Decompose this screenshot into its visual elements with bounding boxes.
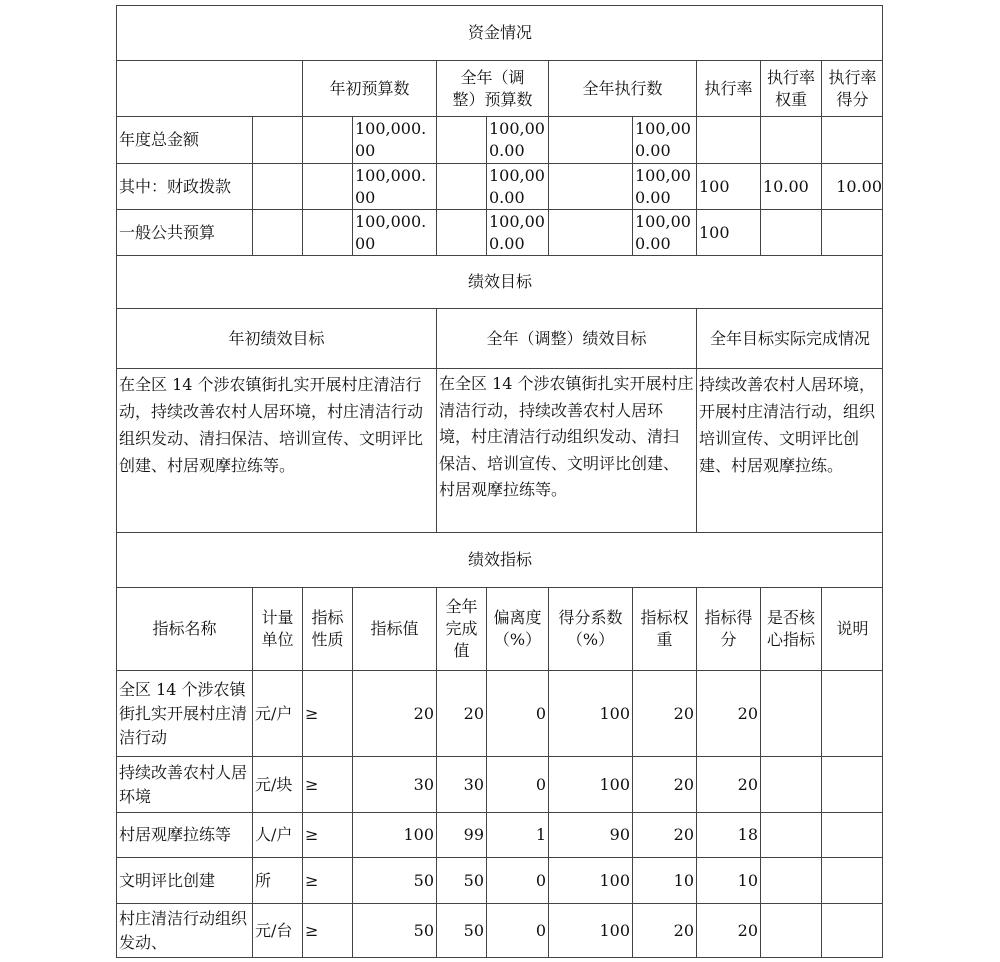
ind-header-nature: 指标性质: [302, 587, 352, 670]
ind-row-coef: 100: [548, 670, 632, 756]
funds-section-title: 资金情况: [116, 5, 883, 60]
funds-row-blank: [436, 116, 486, 163]
funds-row-label: 其中：财政拨款: [116, 163, 252, 209]
ind-header-coef: 得分系数（%）: [548, 587, 632, 670]
funds-header-initial-budget: 年初预算数: [302, 60, 436, 116]
funds-row-label: 年度总金额: [116, 116, 252, 163]
funds-row-rate: [696, 116, 760, 163]
funds-row-blank: [436, 163, 486, 209]
funds-row-rate: 100: [696, 163, 760, 209]
ind-header-unit: 计量单位: [252, 587, 302, 670]
funds-header-adjusted-budget: 全年（调整）预算数: [436, 60, 548, 116]
ind-row-completed: 50: [436, 857, 486, 903]
ind-row-nature: ≥: [302, 857, 352, 903]
ind-row-coef: 100: [548, 756, 632, 812]
funds-header-rate-weight: 执行率权重: [760, 60, 821, 116]
ind-row-completed: 30: [436, 756, 486, 812]
funds-header-blank: [116, 60, 302, 116]
ind-row-core: [760, 812, 821, 857]
ind-row-score: 20: [696, 903, 760, 958]
ind-row-completed: 99: [436, 812, 486, 857]
ind-row-nature: ≥: [302, 903, 352, 958]
ind-row-name: 全区 14 个涉农镇街扎实开展村庄清洁行动: [116, 670, 252, 756]
ind-row-note: [821, 756, 883, 812]
ind-header-name: 指标名称: [116, 587, 252, 670]
ind-row-deviation: 0: [486, 756, 548, 812]
ind-row-core: [760, 903, 821, 958]
funds-header-exec-rate: 执行率: [696, 60, 760, 116]
ind-row-note: [821, 670, 883, 756]
ind-row-unit: 所: [252, 857, 302, 903]
funds-row-executed: 100,000.00: [632, 163, 696, 209]
funds-row-label: 一般公共预算: [116, 209, 252, 255]
funds-row-blank: [252, 116, 302, 163]
ind-row-deviation: 0: [486, 857, 548, 903]
performance-table: [116, 5, 883, 958]
ind-row-target: 50: [352, 903, 436, 958]
ind-row-name: 文明评比创建: [116, 857, 252, 903]
ind-row-weight: 20: [632, 812, 696, 857]
ind-row-coef: 100: [548, 903, 632, 958]
indicators-section-title: 绩效指标: [116, 532, 883, 587]
funds-row-executed: 100,000.00: [632, 209, 696, 255]
funds-row-blank: [302, 163, 352, 209]
funds-row-initial: 100,000.00: [352, 116, 436, 163]
goals-initial-text: 在全区 14 个涉农镇街扎实开展村庄清洁行动，持续改善农村人居环境，村庄清洁行动组织发动、清扫保洁、培训宣传、文明评比创建、村居观摩拉练等。: [116, 368, 436, 532]
ind-header-completed: 全年完成值: [436, 587, 486, 670]
ind-row-note: [821, 903, 883, 958]
ind-header-core: 是否核心指标: [760, 587, 821, 670]
ind-row-deviation: 0: [486, 670, 548, 756]
funds-row-blank: [436, 209, 486, 255]
ind-row-target: 50: [352, 857, 436, 903]
ind-row-score: 18: [696, 812, 760, 857]
funds-row-blank: [302, 116, 352, 163]
funds-row-blank: [252, 163, 302, 209]
ind-row-score: 20: [696, 756, 760, 812]
funds-row-blank: [252, 209, 302, 255]
ind-row-weight: 20: [632, 670, 696, 756]
ind-row-name: 持续改善农村人居环境: [116, 756, 252, 812]
goals-header-initial: 年初绩效目标: [116, 308, 436, 368]
ind-row-note: [821, 812, 883, 857]
funds-row-score: 10.00: [821, 163, 883, 209]
ind-row-unit: 元/块: [252, 756, 302, 812]
ind-row-deviation: 0: [486, 903, 548, 958]
ind-row-core: [760, 670, 821, 756]
ind-row-target: 20: [352, 670, 436, 756]
funds-row-initial: 100,000.00: [352, 209, 436, 255]
funds-header-executed: 全年执行数: [548, 60, 696, 116]
ind-row-deviation: 1: [486, 812, 548, 857]
ind-row-target: 30: [352, 756, 436, 812]
ind-header-weight: 指标权重: [632, 587, 696, 670]
ind-row-name: 村居观摩拉练等: [116, 812, 252, 857]
ind-row-weight: 20: [632, 903, 696, 958]
ind-row-core: [760, 857, 821, 903]
ind-row-nature: ≥: [302, 756, 352, 812]
ind-row-weight: 10: [632, 857, 696, 903]
funds-row-score: [821, 209, 883, 255]
funds-row-weight: 10.00: [760, 163, 821, 209]
ind-row-unit: 人/户: [252, 812, 302, 857]
funds-header-rate-score: 执行率得分: [821, 60, 883, 116]
funds-row-weight: [760, 209, 821, 255]
ind-row-name: 村庄清洁行动组织发动、: [116, 903, 252, 958]
funds-row-adjusted: 100,000.00: [486, 209, 548, 255]
ind-row-weight: 20: [632, 756, 696, 812]
ind-row-unit: 元/台: [252, 903, 302, 958]
funds-row-blank: [548, 163, 632, 209]
ind-row-score: 10: [696, 857, 760, 903]
ind-header-deviation: 偏离度（%）: [486, 587, 548, 670]
ind-row-core: [760, 756, 821, 812]
funds-row-adjusted: 100,000.00: [486, 163, 548, 209]
funds-row-initial: 100,000.00: [352, 163, 436, 209]
ind-row-completed: 50: [436, 903, 486, 958]
funds-row-weight: [760, 116, 821, 163]
ind-row-coef: 100: [548, 857, 632, 903]
funds-row-executed: 100,000.00: [632, 116, 696, 163]
funds-row-rate: 100: [696, 209, 760, 255]
funds-row-score: [821, 116, 883, 163]
goals-header-adjusted: 全年（调整）绩效目标: [436, 308, 696, 368]
goals-section-title: 绩效目标: [116, 255, 883, 308]
goals-header-actual: 全年目标实际完成情况: [696, 308, 883, 368]
funds-row-blank: [548, 209, 632, 255]
ind-row-coef: 90: [548, 812, 632, 857]
ind-row-completed: 20: [436, 670, 486, 756]
ind-header-target: 指标值: [352, 587, 436, 670]
ind-row-nature: ≥: [302, 670, 352, 756]
ind-row-unit: 元/户: [252, 670, 302, 756]
ind-row-nature: ≥: [302, 812, 352, 857]
ind-header-score: 指标得分: [696, 587, 760, 670]
ind-row-note: [821, 857, 883, 903]
goals-actual-text: 持续改善农村人居环境，开展村庄清洁行动，组织培训宣传、文明评比创建、村居观摩拉练。: [696, 368, 883, 532]
funds-row-blank: [548, 116, 632, 163]
ind-header-note: 说明: [821, 587, 883, 670]
funds-row-blank: [302, 209, 352, 255]
ind-row-score: 20: [696, 670, 760, 756]
ind-row-target: 100: [352, 812, 436, 857]
funds-row-adjusted: 100,000.00: [486, 116, 548, 163]
goals-adjusted-text: 在全区 14 个涉农镇街扎实开展村庄清洁行动，持续改善农村人居环境，村庄清洁行动组织发动、清扫保洁、培训宣传、文明评比创建、村居观摩拉练等。: [436, 368, 696, 532]
